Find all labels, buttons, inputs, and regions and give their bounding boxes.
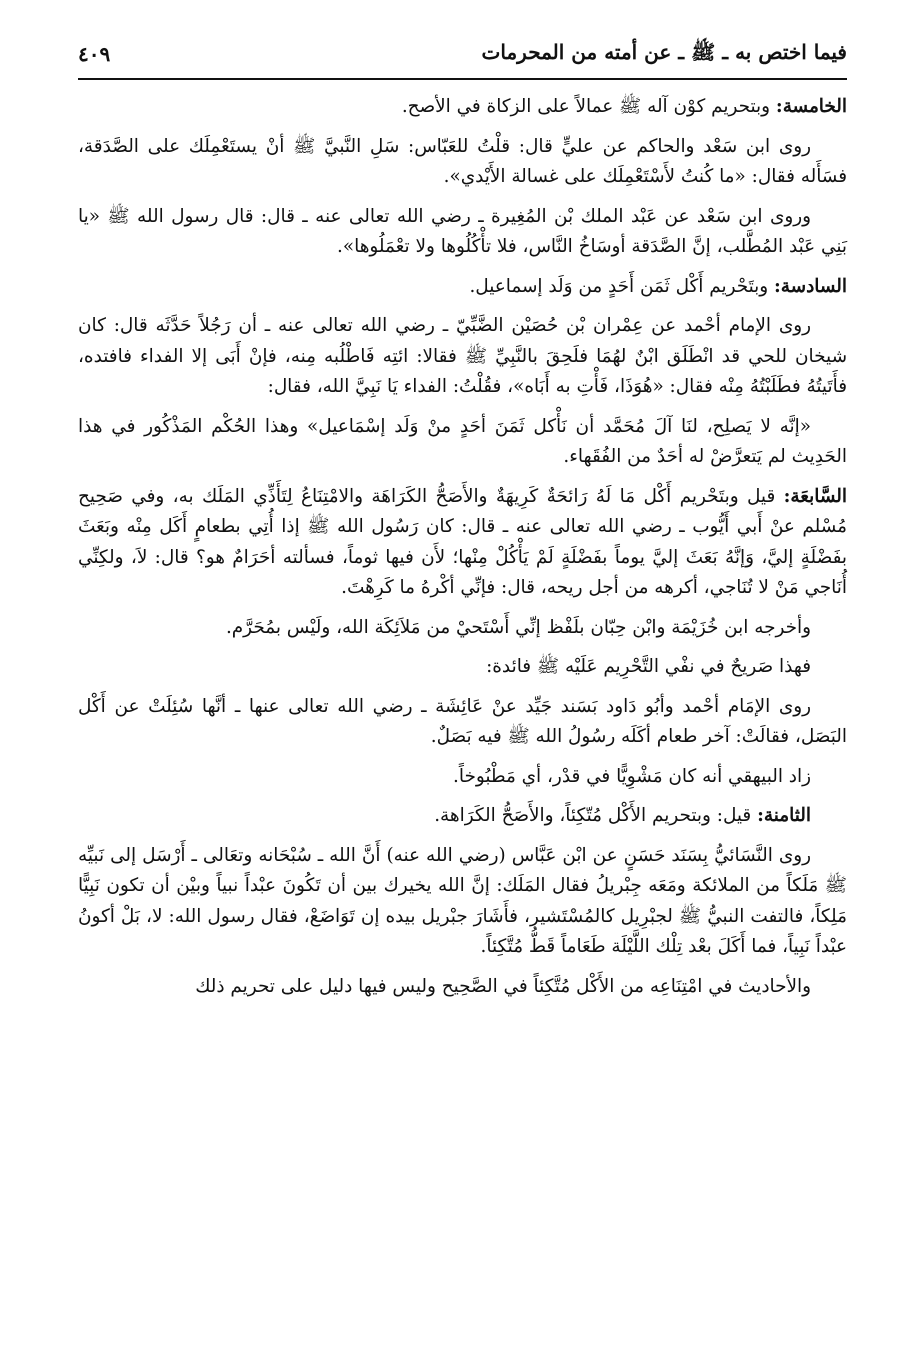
paragraph-text: وروى ابن سَعْد عن عَبْد الملك بْن المُغِيرة ـ رضي الله تعالى عنه ـ قال: قال رسول الله ﷺ «يا بَنِي عَبْد المُطَّلب، إنَّ الصَّدَقة أوسَاخُ النَّاس، فلا تأْكُلُوها ولا تعْمَلُوها».	[78, 205, 847, 257]
paragraph	[78, 652, 847, 683]
paragraph-text: وبتَحْريم أَكْل ثَمَن أَحَدٍ من وَلَد إسماعيل.	[469, 275, 775, 297]
page-number: ٤٠٩	[78, 42, 111, 66]
paragraph	[78, 762, 847, 793]
paragraph	[78, 613, 847, 644]
paragraph-text: قيل وبتَحْريم أَكْل مَا لَهُ رَائحَةٌ كَرِيهَةٌ والأَصَحُّ الكَرَاهَة والامْتِنَاعُ لِتَأَذِّي المَلَك به، وفي صَحِيح مُسْلم عنْ أَبي أَيُّوب ـ رضي الله تعالى عنه ـ قال: كان رَسُول الله ﷺ إذا أُتِي بطعامٍ أَكَل مِنْه وبَعَثَ بفَضْلَةٍ إليَّ، وَإنَّهُ بَعَثَ إليَّ يوماً بفَضْلَةٍ لَمْ يَأْكُلْ مِنْها؛ لأَن فيها ثوماً، فسألته أحَرَامٌ هو؟ قال: لاَ، ولكِنِّي أُنَاجي مَنْ لا تُنَاجي، أكرهه من أجل ريحه، قال: فإنِّي أكْرهُ ما كَرِهْتَ.	[78, 485, 847, 598]
paragraph-text: روى ابن سَعْد والحاكم عن عليٍّ قال: قلْتُ للعَبّاس: سَلِ النَّبيَّ ﷺ أنْ يستَعْمِلَك على الصَّدَقة، فسَأَله فقال: «ما كُنتُ لأَسْتَعْمِلَك على غسالة الأَيْدي».	[78, 135, 847, 187]
paragraph-text: «إنَّه لا يَصلِح، لنَا آلَ مُحَمَّد أن نَأْكل ثَمَنَ أحَدٍ منْ وَلَد إسْمَاعيل» وهذا الحُكْم المَذْكُور في هذا الحَدِيث لم يَتعرَّضْ له أحَدٌ من الفُقَهاء.	[78, 415, 847, 467]
paragraph	[78, 92, 847, 123]
paragraph-text: روى الإمام أحْمد عن عِمْران بْن حُصَيْن الضَّبِّيّ ـ رضي الله تعالى عنه ـ أن رَجُلاً حَدَّثَه قال: كان شيخان للحي قد انْطَلَق ابْنٌ لهُمَا فلَحِقَ بالنَّبِيِّ ﷺ فقالا: ائتِه فَاطْلُبه مِنه، فإنْ أَبَى إلا الفداء فافتده، فأَتَيتُهُ فطَلَبْتُهُ مِنْه فقال: «هُوَذَا، فَأْتِ به أَبَاه»، فقُلْتُ: الفداء يَا نَبِيَّ الله، فقال:	[78, 315, 847, 397]
paragraph	[78, 412, 847, 473]
section-lead: الثامنة:	[757, 805, 811, 826]
paragraph	[78, 482, 847, 604]
paragraph-text: قيل: وبتحريم الأَكْل مُتّكِئاً، والأَصَحُّ الكَرَاهة.	[434, 805, 758, 826]
paragraph	[78, 272, 847, 303]
paragraph-text: وأخرجه ابن خُزَيْمَة وابْن حِبّان بلَفْظ إنِّي أَسْتَحيْ من مَلاَئِكَة الله، ولَيْس بمُحَرَّم.	[225, 616, 811, 638]
paragraph-text: روى الإمَام أحْمد وأبُو دَاود بَسَند جَيِّد عنْ عَائِشَة ـ رضي الله تعالى عنها ـ أنَّها سُئِلَتْ عن أَكْل البَصَل، فقالَتْ: آخر طعام أكَلَه رسُولُ الله ﷺ فيه بَصَلٌ.	[78, 695, 847, 747]
page-header	[78, 34, 847, 74]
section-lead: السادسة:	[774, 275, 847, 297]
paragraph-text: والأحاديث في امْتِنَاعِه من الأَكْل مُتَّكِئاً في الصَّحِيح وليس فيها دليل على تحريم ذلك	[195, 975, 811, 997]
paragraph	[78, 202, 847, 263]
paragraph	[78, 801, 847, 832]
paragraph	[78, 692, 847, 753]
paragraph	[78, 972, 847, 1003]
paragraph-text: زاد البيهقي أنه كان مَشْوِيًّا في قدْر، أي مَطْبُوخاً.	[453, 765, 811, 787]
page-body	[78, 92, 847, 1352]
paragraph	[78, 311, 847, 403]
section-lead: الخامسة:	[775, 96, 847, 117]
paragraph	[78, 841, 847, 963]
section-lead: السَّابعَة:	[783, 485, 847, 507]
running-title: فيما اختص به ـ ﷺ ـ عن أمته من المحرمات	[481, 39, 847, 64]
paragraph-text: فهذا صَريحٌ في نفْي التَّحْرِيم عَلَيْه ﷺ فائدة:	[486, 656, 811, 677]
paragraph-text: روى النَّسَائيُّ بِسَنَد حَسَنٍ عن ابْن عَبَّاس (رضي الله عنه) أَنَّ الله ـ سُبْحَانه وتعَالى ـ أَرْسَل إلى نَبيِّه ﷺ مَلَكاً من الملائكة ومَعَه جِبْريلُ فقال المَلَك: إنَّ الله يخيرك بين أن تَكُونَ عبْداً نبياً وبيْن أن تكون نَبِيًّا مَلِكاً، فالتفت النبيُّ ﷺ لجبْرِيل كالمُسْتَشير، فأَشَارَ جبْريل بيده إن تَوَاضَعْ، فقال رسول الله: لا، بَلْ أكونُ عبْداً نَبِياً، فما أَكَلَ بعْد تِلْك اللَّيْلَة طَعَاماً قَطُّ مُتَّكِئاً.	[78, 844, 847, 957]
paragraph-text: وبتحريم كوْن آله ﷺ عمالاً على الزكاة في الأصح.	[401, 96, 776, 117]
header-rule	[78, 78, 847, 80]
paragraph	[78, 132, 847, 193]
